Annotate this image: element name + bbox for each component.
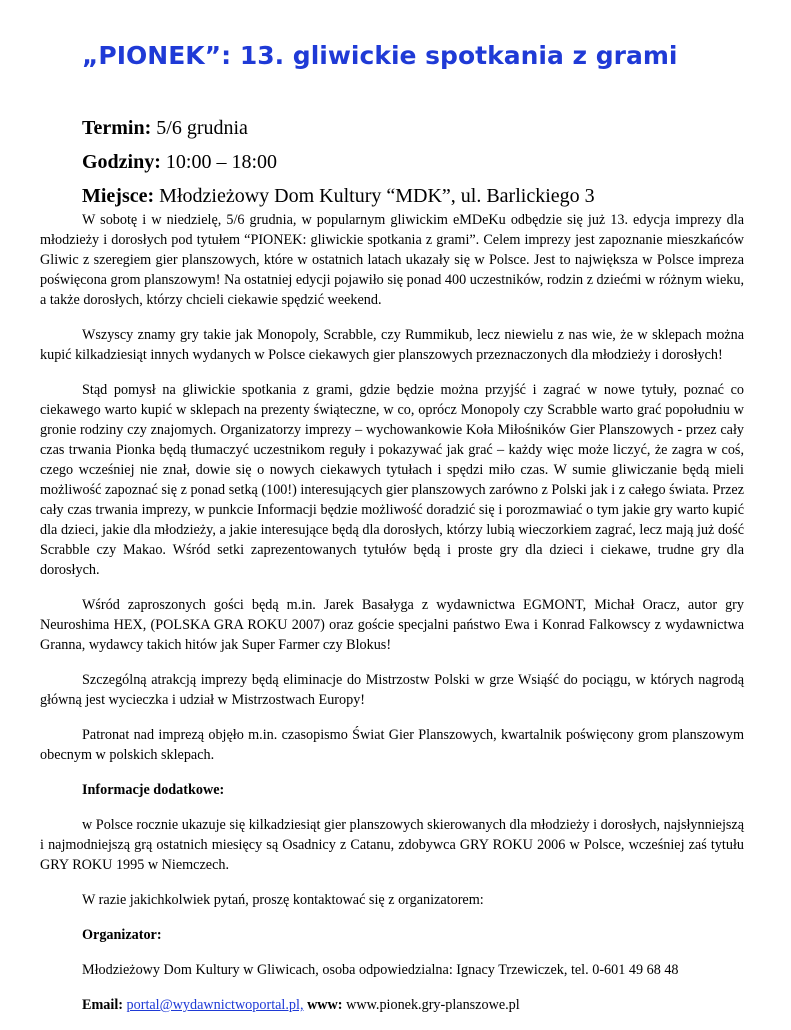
godziny-value: 10:00 – 18:00 [160,151,278,173]
paragraph-games-known: Wszyscy znamy gry takie jak Monopoly, Scrabble, czy Rummikub, lecz niewielu z nas wie, że w sklepach można kupić kilkadziesiąt innych wydanych w Polsce ciekawych gier planszowych przeznaczonych dla młodzieży i dorosłych! [40,327,744,363]
miejsce-label: Miejsce: [82,185,155,207]
paragraph-guests: Wśród zaproszonych gości będą m.in. Jarek Basałyga z wydawnictwa EGMONT, Michał Oracz, autor gry Neuroshima HEX, (POLSKA GRA ROKU 2007) oraz goście specjalni państwo Ewa i Konrad Falkowscy z wydawnictwa Granna, wydawcy takich hitów jak Super Farmer czy Blokus! [40,597,744,653]
contact-line [40,995,744,1015]
body-text [40,210,744,1030]
www-value: www.pionek.gry-planszowe.pl [346,997,520,1013]
paragraph-attraction: Szczególną atrakcją imprezy będą eliminacje do Mistrzostw Polski w grze Wsiąść do pociągu, w których nagrodą główną jest wycieczka i udział w Mistrzostwach Europy! [40,672,744,708]
paragraph-info: w Polsce rocznie ukazuje się kilkadziesiąt gier planszowych skierowanych dla młodzieży i dorosłych, najsłynniejszą i najmodniejszą grą ostatnich miesięcy są Osadnicy z Catanu, zdobywca GRY ROKU 2006 w Polsce, wcześniej zaś tytułu GRY ROKU 1995 w Niemczech. [40,817,744,873]
event-venue-line [82,184,595,208]
godziny-label: Godziny: [82,151,161,173]
paragraph-patronage: Patronat nad imprezą objęło m.in. czasopismo Świat Gier Planszowych, kwartalnik poświęcony grom planszowym obecnym w polskich sklepach. [40,727,744,763]
paragraph-contact-intro: W razie jakichkolwiek pytań, proszę kontaktować się z organizatorem: [82,892,484,908]
email-label: Email: [82,997,123,1013]
page-title: „PIONEK”: 13. gliwickie spotkania z grami [82,41,678,70]
paragraph-event-idea: Stąd pomysł na gliwickie spotkania z grami, gdzie będzie można przyjść i zagrać w nowe tytuły, poznać co ciekawego warto kupić w sklepach na prezenty świąteczne, w co, oprócz Monopoly czy Scrabble warto grać popołudniu w gronie rodziny czy znajomych. Organizatorzy imprezy – wychowankowie Koła Miłośników Gier Planszowych - przez cały czas trwania Pionka będą tłumaczyć uczestnikom reguły i pokazywać jak grać – każdy więc może liczyć, że zagra w coś, czego wcześniej nie znał, dowie się o nowych ciekawych tytułach i spędzi miło czas. W sumie gliwiczanie będą mieli możliwość zapoznać się z ponad setką (100!) interesujących gier planszowych zarówno z Polski jak i z całego świata. Przez cały czas trwania imprezy, w punkcie Informacji będzie możliwość doradzić się i porozmawiać o tym jakie gry warto kupić dla dzieci, jakie dla młodzieży, a jakie interesujące będą dla dorosłych, którzy lubią wieczorkiem zagrać, lecz mają już dość Scrabble czy Makao. Wśród setki zaprezentowanych tytułów będą i proste gry dla dzieci i ciekawe, trudne gry dla dorosłych. [40,382,744,578]
organizer-heading: Organizator: [82,927,162,943]
www-label: www: [307,997,343,1013]
paragraph-organizer: Młodzieżowy Dom Kultury w Gliwicach, osoba odpowiedzialna: Ignacy Trzewiczek, tel. 0-601 49 68 48 [82,962,679,978]
event-hours-line [82,150,277,174]
info-heading: Informacje dodatkowe: [82,782,225,798]
paragraph-intro: W sobotę i w niedzielę, 5/6 grudnia, w popularnym gliwickim eMDeKu odbędzie się już 13. edycja imprezy dla młodzieży i dorosłych pod tytułem “PIONEK: gliwickie spotkania z grami”. Celem imprezy jest zapoznanie mieszkańców Gliwic z szeregiem gier planszowych, które w ostatnich latach ukazały się w Polsce. Jest to największa w Polsce impreza poświęcona grom planszowym! Na ostatniej edycji pojawiło się ponad 400 uczestników, rodzin z dziećmi w różnym wieku, a także dorosłych, którzy chcieli ciekawie spędzić weekend. [40,212,744,308]
email-link[interactable]: portal@wydawnictwoportal.pl, [126,997,304,1013]
termin-label: Termin: [82,117,152,139]
termin-value: 5/6 grudnia [151,117,248,139]
event-date-line [82,116,248,140]
miejsce-value: Młodzieżowy Dom Kultury “MDK”, ul. Barlickiego 3 [154,185,595,207]
